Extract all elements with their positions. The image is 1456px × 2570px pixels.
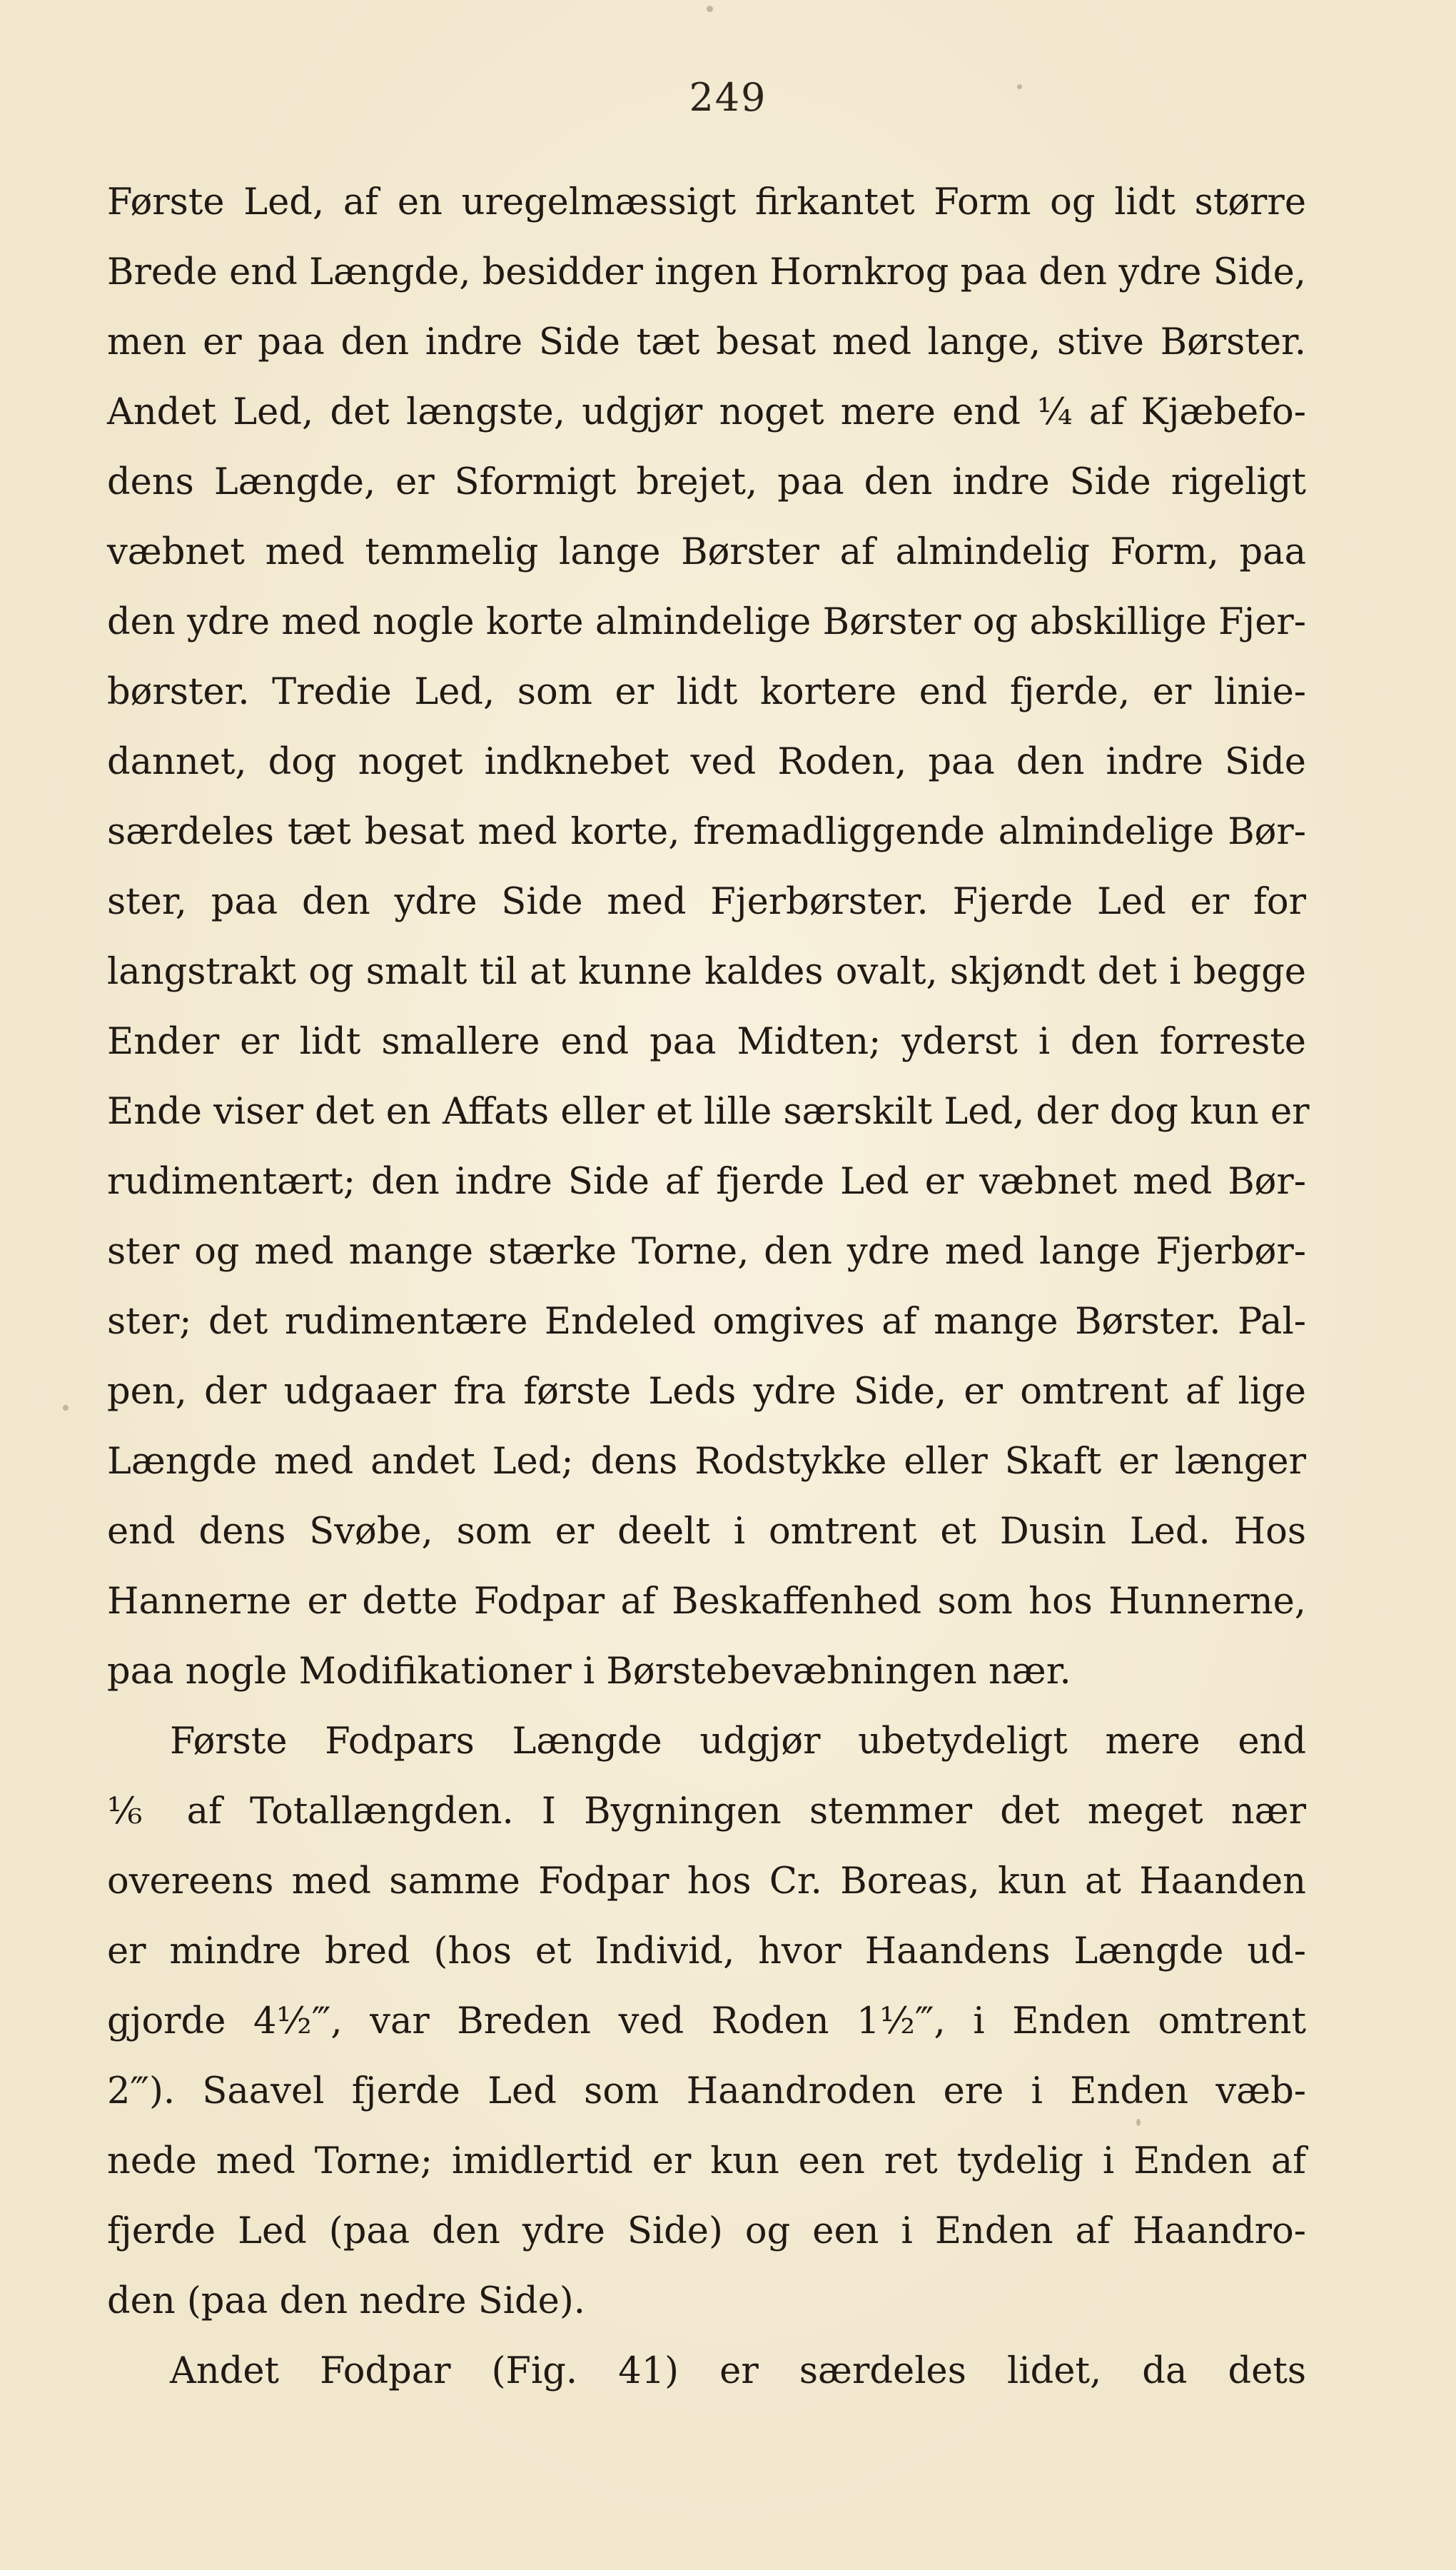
text-line: særdeles tæt besat med korte, fremadliggende almindelige Bør- (107, 811, 1306, 853)
text-line: men er paa den indre Side tæt besat med lange, stive Børster. (107, 321, 1306, 363)
text-line: dens Længde, er Sformigt brejet, paa den indre Side rigeligt (107, 461, 1306, 503)
paragraph-start-line: Første Fodpars Længde udgjør ubetydeligt mere end (170, 1720, 1306, 1763)
text-line: den (paa den nedre Side). (107, 2280, 585, 2322)
text-line: langstrakt og smalt til at kunne kaldes ovalt, skjøndt det i begge (107, 951, 1306, 993)
text-line: væbnet med temmelig lange Børster af almindelig Form, paa (107, 531, 1306, 573)
text-line: fjerde Led (paa den ydre Side) og een i Enden af Haandro- (107, 2210, 1306, 2252)
paragraph-start-line: Andet Fodpar (Fig. 41) er særdeles lidet, da dets (170, 2350, 1306, 2392)
text-line: Ender er lidt smallere end paa Midten; yderst i den forreste (107, 1021, 1306, 1063)
text-line: er mindre bred (hos et Individ, hvor Haandens Længde ud- (107, 1930, 1306, 1972)
text-line: end dens Svøbe, som er deelt i omtrent et Dusin Led. Hos (107, 1511, 1306, 1553)
text-line: børster. Tredie Led, som er lidt kortere end fjerde, er linie- (107, 671, 1306, 713)
text-line: ⅙ af Totallængden. I Bygningen stemmer det meget nær (107, 1790, 1306, 1833)
text-line: ster og med mange stærke Torne, den ydre med lange Fjerbør- (107, 1231, 1306, 1273)
text-line: overeens med samme Fodpar hos Cr. Boreas, kun at Haanden (107, 1860, 1306, 1903)
text-line: dannet, dog noget indknebet ved Roden, paa den indre Side (107, 741, 1306, 783)
text-line: pen, der udgaaer fra første Leds ydre Side, er omtrent af lige (107, 1371, 1306, 1413)
text-line: nede med Torne; imidlertid er kun een ret tydelig i Enden af (107, 2140, 1306, 2182)
text-line: Første Led, af en uregelmæssigt firkantet Form og lidt større (107, 181, 1306, 223)
body-text (107, 168, 1310, 2407)
text-line: Ende viser det en Affats eller et lille særskilt Led, der dog kun er (107, 1091, 1310, 1133)
text-line: ster; det rudimentære Endeled omgives af mange Børster. Pal- (107, 1301, 1306, 1343)
text-line: Brede end Længde, besidder ingen Hornkrog paa den ydre Side, (107, 251, 1306, 293)
text-line: Andet Led, det længste, udgjør noget mere end ¼ af Kjæbefo- (107, 391, 1306, 433)
page-number: 249 (689, 75, 767, 120)
text-line: ster, paa den ydre Side med Fjerbørster. Fjerde Led er for (107, 881, 1306, 923)
text-line: den ydre med nogle korte almindelige Børster og abskillige Fjer- (107, 601, 1306, 643)
text-line: 2‴). Saavel fjerde Led som Haandroden ere i Enden væb- (107, 2070, 1306, 2112)
text-line: paa nogle Modifikationer i Børstebevæbningen nær. (107, 1651, 1071, 1693)
text-line: Længde med andet Led; dens Rodstykke eller Skaft er længer (107, 1441, 1306, 1483)
text-line: gjorde 4½‴, var Breden ved Roden 1½‴, i Enden omtrent (107, 2000, 1306, 2042)
text-line: Hannerne er dette Fodpar af Beskaffenhed som hos Hunnerne, (107, 1581, 1306, 1623)
text-line: rudimentært; den indre Side af fjerde Led er væbnet med Bør- (107, 1161, 1306, 1203)
